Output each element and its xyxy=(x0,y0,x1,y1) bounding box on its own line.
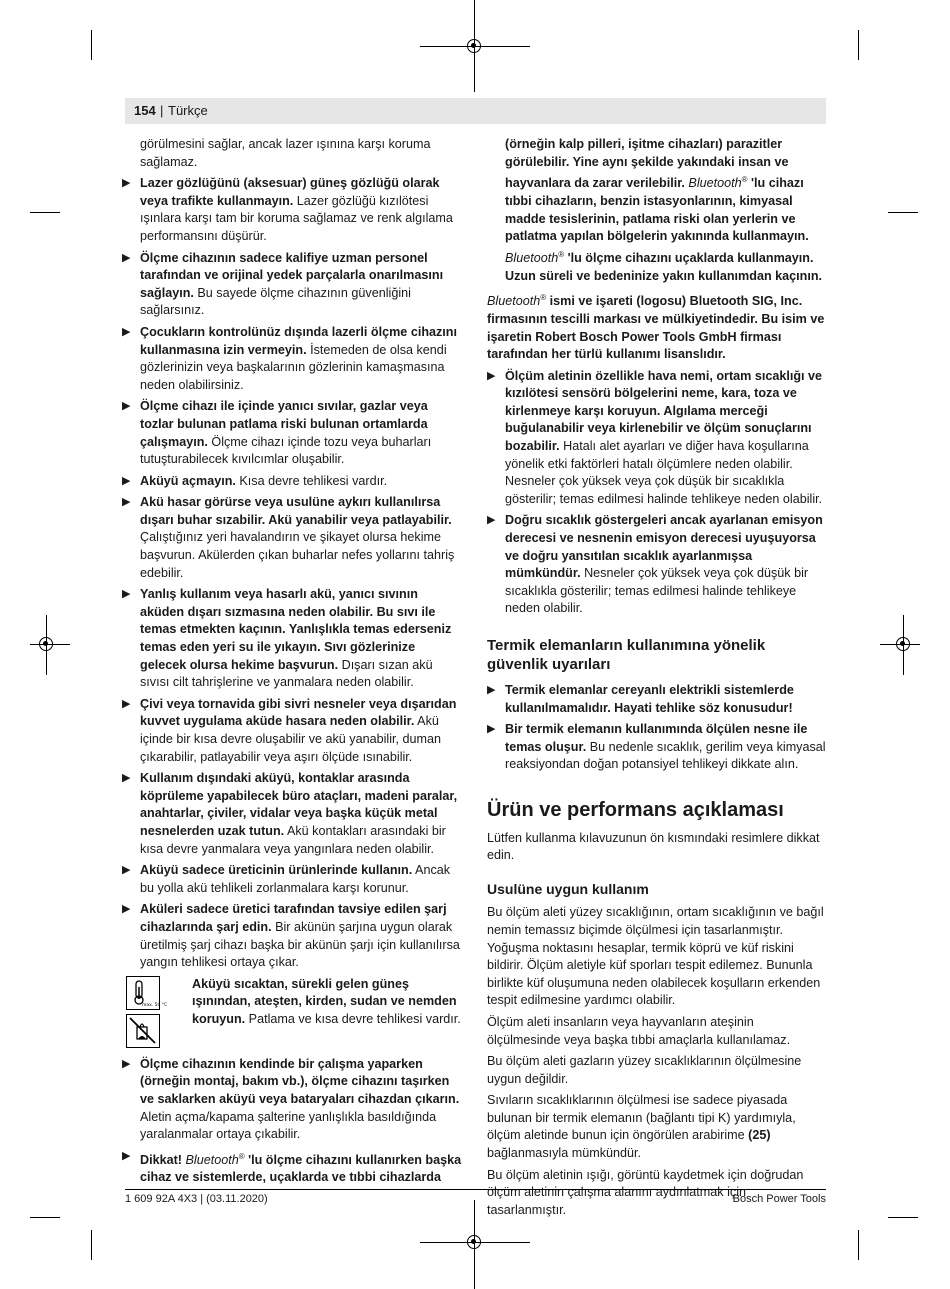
list-item: ▶ Ölçüm aletinin özellikle hava nemi, ortam sıcaklığı ve kızılötesi sensörü bölgelerini neme, kara, toza ve kirlenmeye karşı koruyun. Algılama merceği buğulanabilir veya kirlenebilir ve ölçüm sonuçlarını bozabilir. Hatalı alet ayarları ve diğer hava koşullarına yönelik etki faktörleri hatalı ölçümlere neden olabilir. Nesneler çok yüksek veya çok düşük bir sıcaklıkla gösterilir; temas edilmesi halinde tehlikeye neden olabilir. xyxy=(487,368,823,506)
right-column xyxy=(487,136,827,1223)
intro-text: görülmesini sağlar, ancak lazer ışınına karşı koruma sağlamaz. xyxy=(140,137,431,169)
intended-use-paragraph: Bu ölçüm aletinin ışığı, görüntü kaydetmek için doğrudan ölçüm aletinin çalışma alanını aydınlatmak için tasarlanmıştır. xyxy=(487,1167,804,1217)
crop-mark xyxy=(888,212,918,213)
crop-mark xyxy=(858,30,859,60)
intended-use-paragraph: Ölçüm aleti insanların veya hayvanların ateşinin ölçülmesinde veya başka tıbbi amaçlarla kullanılamaz. xyxy=(487,1014,791,1047)
registration-mark-icon xyxy=(896,637,910,651)
list-item: ▶ Dikkat! Bluetooth® 'lu ölçme cihazını kullanırken başka cihaz ve sistemlerde, uçaklarda ve tıbbi cihazlarda xyxy=(122,1149,462,1185)
bullet-arrow-icon: ▶ xyxy=(487,514,496,527)
crop-mark xyxy=(91,1230,92,1260)
bullet-arrow-icon: ▶ xyxy=(122,177,131,190)
bullet-arrow-icon: ▶ xyxy=(487,723,496,736)
thermometer-warning-icon xyxy=(126,976,168,1010)
intended-use-paragraph: Bu ölçüm aleti yüzey sıcaklığının, ortam sıcaklığının ve bağıl nemin temassız biçimde ölçülmesi için tasarlanmıştır. Yoğuşma noktasını hesaplar, termik köprü ve küf riskini bildirir. Ölçüm aletiyle küf sporları tespit edilemez. Bununla birlikte küf oluşumuna neden olabilecek koşulların erkenden tespit edilmesine yardımcı olabilir. xyxy=(487,905,824,1008)
no-fire-icon xyxy=(126,1014,160,1048)
list-item: ▶ Akü hasar görürse veya usulüne aykırı kullanılırsa dışarı buhar sızabilir. Akü yanabilir veya patlayabilir. Çalıştığınız yeri havalandırın ve şikayet olursa hekime başvurun. Akülerden çıkan buharlar nefes yollarını tahriş edebilir. xyxy=(122,495,455,580)
list-item: ▶ Ölçme cihazının sadece kalifiye uzman personel tarafından ve orijinal yedek parçalarla onarılmasını sağlayın. Bu sayede ölçme cihazının güvenliğini sağlarsınız. xyxy=(122,250,444,318)
list-item: ▶ Lazer gözlüğünü (aksesuar) güneş gözlüğü olarak veya trafikte kullanmayın. Lazer gözlüğü kızılötesi ışınlara karşı tam bir koruma sağlamaz ve renk algılama performansını düşürür. xyxy=(122,176,453,243)
list-item: ▶ Ölçme cihazı ile içinde yanıcı sıvılar, gazlar veya tozlar bulunan patlama riski bulunan ortamlarda çalışmayın. Ölçme cihazı içinde tozu veya buharları tutuşturabilecek kıvılcımlar oluşabilir. xyxy=(122,399,432,467)
crop-mark xyxy=(30,212,60,213)
intended-use-paragraph: Sıvıların sıcaklıklarının ölçülmesi ise sadece piyasada bulunan bir termik elemanın (bağlantı tipi K) yardımıyla, ölçüm aletinde bunun için öngörülen arabirime (25) bağlanmasıyla mümkündür. xyxy=(487,1093,796,1161)
intended-use-paragraph: Bu ölçüm aleti gazların yüzey sıcaklıklarının ölçülmesine uygun değildir. xyxy=(487,1054,802,1086)
list-item: ▶ Termik elemanlar cereyanlı elektrikli sistemlerde kullanılmamalıdır. Hayati tehlike söz konusudur! xyxy=(487,683,794,715)
crop-mark xyxy=(91,30,92,60)
bullet-arrow-icon: ▶ xyxy=(487,369,496,382)
list-item: ▶ Bir termik elemanın kullanımında ölçülen nesne ile temas oluşur. Bu nedenle sıcaklık, gerilim veya kimyasal reaksiyondan doğan potansiyel tehlikeyi dikkate alın. xyxy=(487,722,826,772)
bluetooth-trademark-paragraph: Bluetooth® ismi ve işareti (logosu) Bluetooth SIG, Inc. firmasının tescilli markası ve mülkiyetindedir. Bu isim ve işaretin Robert Bosch Power Tools GmbH firması tarafından her türlü kullanımı lisanslıdır. xyxy=(487,293,825,362)
bullet-arrow-icon: ▶ xyxy=(487,684,496,696)
intended-use-heading: Usulüne uygun kullanım xyxy=(487,880,649,897)
list-item: ▶ Aküleri sadece üretici tarafından tavsiye edilen şarj cihazlarında şarj edin. Bir akünün şarjına uygun olarak üretilmiş şarj cihazı başka bir akünün şarjı için kullanılırsa yangın tehlikesi ortaya çıkar. xyxy=(122,902,460,970)
list-item: ▶ Çocukların kontrolünüz dışında lazerli ölçme cihazını kullanmasına izin vermeyin. İstemeden de olsa kendi gözlerinizin veya başkalarının gözlerinin kamaşmasına neden olabilirsiniz. xyxy=(122,324,458,392)
bullet-arrow-icon: ▶ xyxy=(122,903,131,916)
list-item: ▶ Çivi veya tornavida gibi sivri nesneler veya dışarıdan kuvvet uygulama aküde hasara neden olabilir. Akü içinde bir kısa devre oluşabilir ve akü yanabilir, duman çıkarabilir, patlayabilir veya aşırı ölçüde ısınabilir. xyxy=(122,696,457,764)
crop-mark xyxy=(30,1217,60,1218)
list-item: ▶ Aküyü sadece üreticinin ürünlerinde kullanın. Ancak bu yolla akü tehlikeli zorlanmalara karşı korunur. xyxy=(122,863,451,895)
bluetooth-warning-continued: (örneğin kalp pilleri, işitme cihazları) parazitler görülebilir. Yine aynı şekilde yakındaki insan ve hayvanlara da zarar verilebilir. Bluetooth® 'lu cihazı tıbbi cihazların, benzin istasyonlarının, kimyasal madde tesislerinin, patlama riski olan yerlerin ve patlatma yapılan bölgelerin yakınında kullanmayın. Bluetooth® 'lu ölçme cihazını uçaklarda kullanmayın. Uzun süreli ve bedeninize yakın kullanımdan kaçının. xyxy=(505,137,823,283)
list-item: ▶ Yanlış kullanım veya hasarlı akü, yanıcı sıvının aküden dışarı sızmasına neden olabilir. Bu sıvı ile temas etmekten kaçının. Yanlışlıkla temas ederseniz temas eden yeri su ile yıkayın. Sıvı gözlerinize gelecek olursa hekime başvurun. Dışarı sızan akü sıvısı cilt tahrişlerine ve yanmalara neden olabilir. xyxy=(122,587,452,690)
bullet-arrow-icon: ▶ xyxy=(122,697,131,710)
registration-mark-icon xyxy=(467,39,481,53)
bullet-arrow-icon: ▶ xyxy=(122,588,131,601)
bullet-arrow-icon: ▶ xyxy=(122,496,131,509)
battery-warning-box: max. 50 °C Aküyü sıcaktan, sürekli gelen güneş ışınından, ateşten, kirden, sudan ve nemden koruyun. Patlama ve kısa devre tehlikesi vardır. xyxy=(122,976,462,1050)
left-column xyxy=(122,136,462,1191)
page-footer xyxy=(125,1189,826,1205)
page-number: 154 xyxy=(134,103,156,118)
list-item: ▶ Ölçme cihazının kendinde bir çalışma yaparken (örneğin montaj, bakım vb.), ölçme cihazını taşırken ve saklarken aküyü veya bataryaları cihazdan çıkarın. Aletin açma/kapama şalterine yanlışlıkla basıldığında yaralanmalar ortaya çıkabilir. xyxy=(122,1056,460,1142)
footer-brand: Bosch Power Tools xyxy=(732,1193,826,1205)
registration-mark-icon xyxy=(39,637,53,651)
bullet-arrow-icon: ▶ xyxy=(122,325,131,338)
crop-mark xyxy=(858,1230,859,1260)
bullet-arrow-icon: ▶ xyxy=(122,772,131,785)
bullet-arrow-icon: ▶ xyxy=(122,251,131,264)
header-language: Türkçe xyxy=(168,103,208,118)
list-item: ▶ Kullanım dışındaki aküyü, kontaklar arasında köprüleme yapabilecek büro ataçları, madeni paralar, anahtarlar, çiviler, vidalar veya başka küçük metal nesnelerden uzak tutun. Akü kontakları arasındaki bir kısa devre yanmalara veya yangınlara neden olabilir. xyxy=(122,771,458,856)
bullet-arrow-icon: ▶ xyxy=(122,1149,131,1162)
bullet-arrow-icon: ▶ xyxy=(122,474,131,487)
crop-mark xyxy=(888,1217,918,1218)
header-separator: | xyxy=(160,103,164,118)
svg-text:max. 50 °C: max. 50 °C xyxy=(142,1002,168,1008)
registration-mark-icon xyxy=(467,1235,481,1249)
bullet-arrow-icon: ▶ xyxy=(122,1057,131,1070)
page-header xyxy=(125,98,826,124)
bullet-arrow-icon: ▶ xyxy=(122,864,131,877)
product-description-text: Lütfen kullanma kılavuzunun ön kısmındaki resimlere dikkat edin. xyxy=(487,830,820,863)
list-item: ▶ Aküyü açmayın. Kısa devre tehlikesi vardır. xyxy=(122,473,462,491)
footer-doc-number: 1 609 92A 4X3 | (03.11.2020) xyxy=(125,1193,268,1205)
list-item: ▶ Doğru sıcaklık göstergeleri ancak ayarlanan emisyon derecesi ve nesnenin emisyon derecesi uyuşuyorsa ve doğru yansıtılan sıcaklık ayarlanmışsa mümkündür. Nesneler çok yüksek veya çok düşük bir sıcaklıkla gösterilir; temas edilmesi halinde tehlikeye neden olabilir. xyxy=(487,513,823,616)
thermal-safety-heading: Termik elemanların kullanımına yönelik güvenlik uyarıları xyxy=(487,637,766,673)
bullet-arrow-icon: ▶ xyxy=(122,400,131,413)
product-description-heading: Ürün ve performans açıklaması xyxy=(487,798,784,821)
